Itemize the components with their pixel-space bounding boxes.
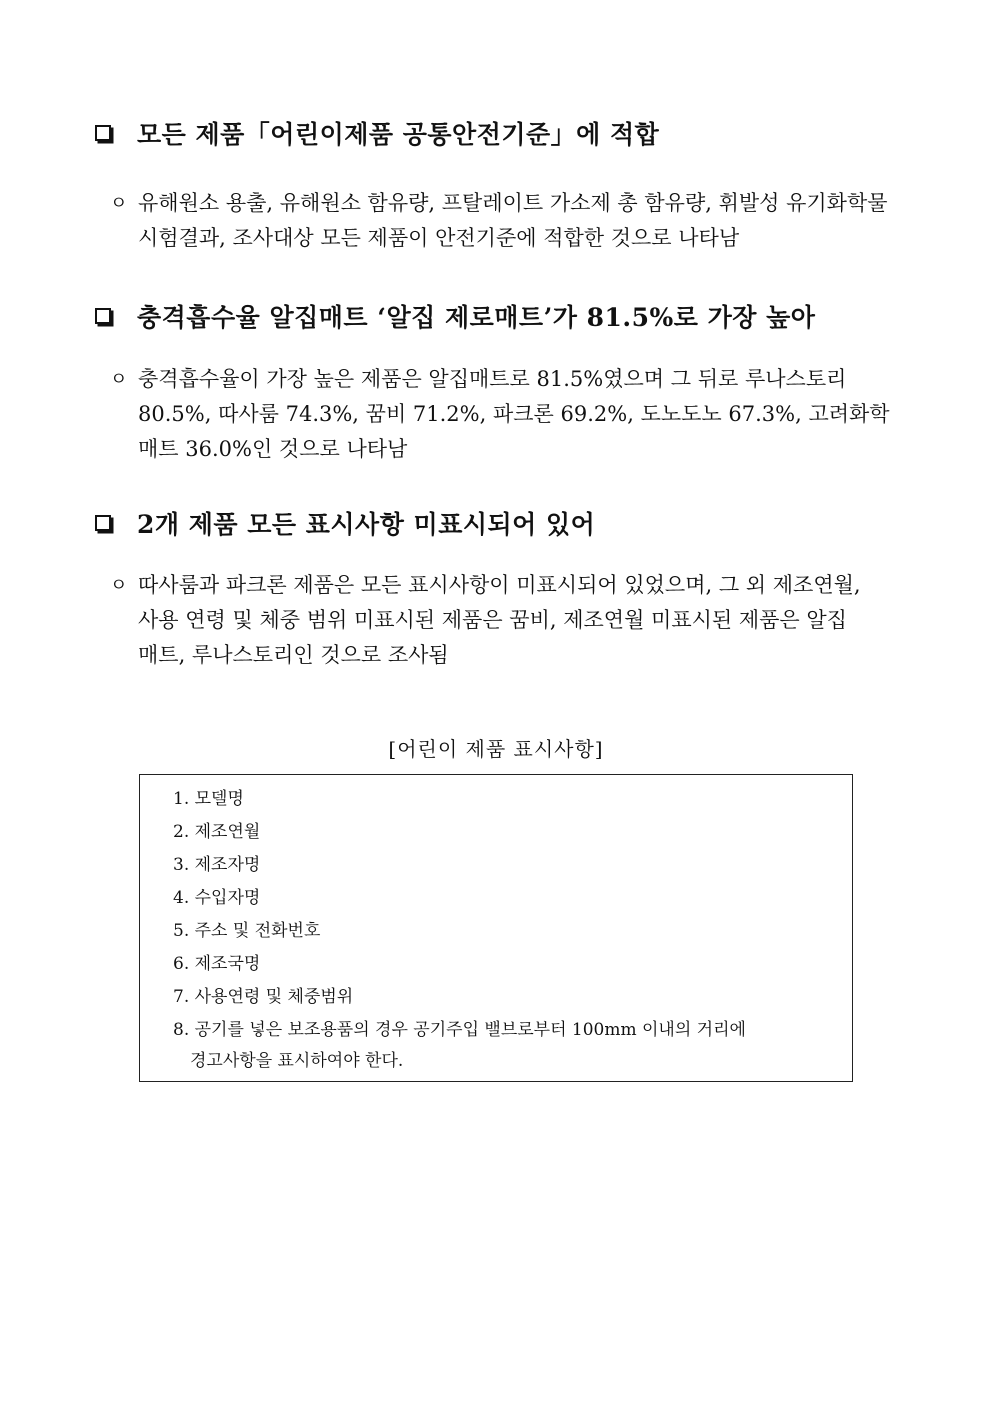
- bullet-text: 따사룸과 파크론 제품은 모든 표시사항이 미표시되어 있었으며, 그 외 제조연월,: [138, 573, 861, 597]
- bullet-paragraph-3: [108, 568, 898, 673]
- checkbox-square-icon: [95, 308, 111, 324]
- section-heading-2: [95, 298, 815, 334]
- bullet-text: 충격흡수율이 가장 높은 제품은 알집매트로 81.5%였으며 그 뒤로 루나스토리: [138, 367, 847, 391]
- bullet-continuation: 시험결과, 조사대상 모든 제품이 안전기준에 적합한 것으로 나타남: [138, 226, 740, 250]
- list-item: 8. 공기를 넣은 보조용품의 경우 공기주입 밸브로부터 100mm 이내의 거리에: [173, 1020, 746, 1040]
- bullet-continuation: 매트 36.0%인 것으로 나타남: [138, 437, 408, 461]
- section-heading-text: 2개 제품 모든 표시사항 미표시되어 있어: [137, 510, 596, 539]
- bullet-line: [108, 186, 898, 221]
- table-caption: [어린이 제품 표시사항]: [388, 737, 604, 761]
- section-heading-3: [95, 505, 595, 541]
- list-item: 2. 제조연월: [173, 822, 261, 842]
- list-item-continuation: 경고사항을 표시하여야 한다.: [190, 1051, 404, 1071]
- list-item: 6. 제조국명: [173, 954, 261, 974]
- circle-bullet-icon: ㅇ: [110, 193, 128, 214]
- labeling-items-list: [173, 783, 746, 1075]
- checkbox-square-icon: [95, 125, 111, 141]
- bullet-continuation: 매트, 루나스토리인 것으로 조사됨: [138, 643, 449, 667]
- section-heading-text: 모든 제품「어린이제품 공통안전기준」에 적합: [137, 120, 660, 149]
- checkbox-square-icon: [95, 515, 111, 531]
- bullet-line: [108, 568, 898, 603]
- list-item: 5. 주소 및 전화번호: [173, 921, 321, 941]
- bullet-text: 유해원소 용출, 유해원소 함유량, 프탈레이트 가소제 총 함유량, 휘발성 유기화학물: [138, 191, 888, 215]
- circle-bullet-icon: ㅇ: [110, 575, 128, 596]
- bullet-line: [108, 362, 898, 397]
- circle-bullet-icon: ㅇ: [110, 369, 128, 390]
- bullet-paragraph-2: [108, 362, 898, 467]
- list-item: 3. 제조자명: [173, 855, 261, 875]
- list-item: 7. 사용연령 및 체중범위: [173, 987, 354, 1007]
- section-heading-text: 충격흡수율 알집매트 ‘알집 제로매트’가 81.5%로 가장 높아: [137, 303, 816, 332]
- bullet-continuation: 80.5%, 따사룸 74.3%, 꿈비 71.2%, 파크론 69.2%, 도노도노 67.3%, 고려화학: [138, 402, 890, 426]
- section-heading-1: [95, 115, 659, 151]
- bullet-continuation: 사용 연령 및 체중 범위 미표시된 제품은 꿈비, 제조연월 미표시된 제품은 알집: [138, 608, 847, 632]
- list-item: 4. 수입자명: [173, 888, 261, 908]
- bullet-paragraph-1: [108, 186, 898, 256]
- labeling-items-box: [139, 774, 853, 1082]
- list-item: 1. 모델명: [173, 789, 244, 809]
